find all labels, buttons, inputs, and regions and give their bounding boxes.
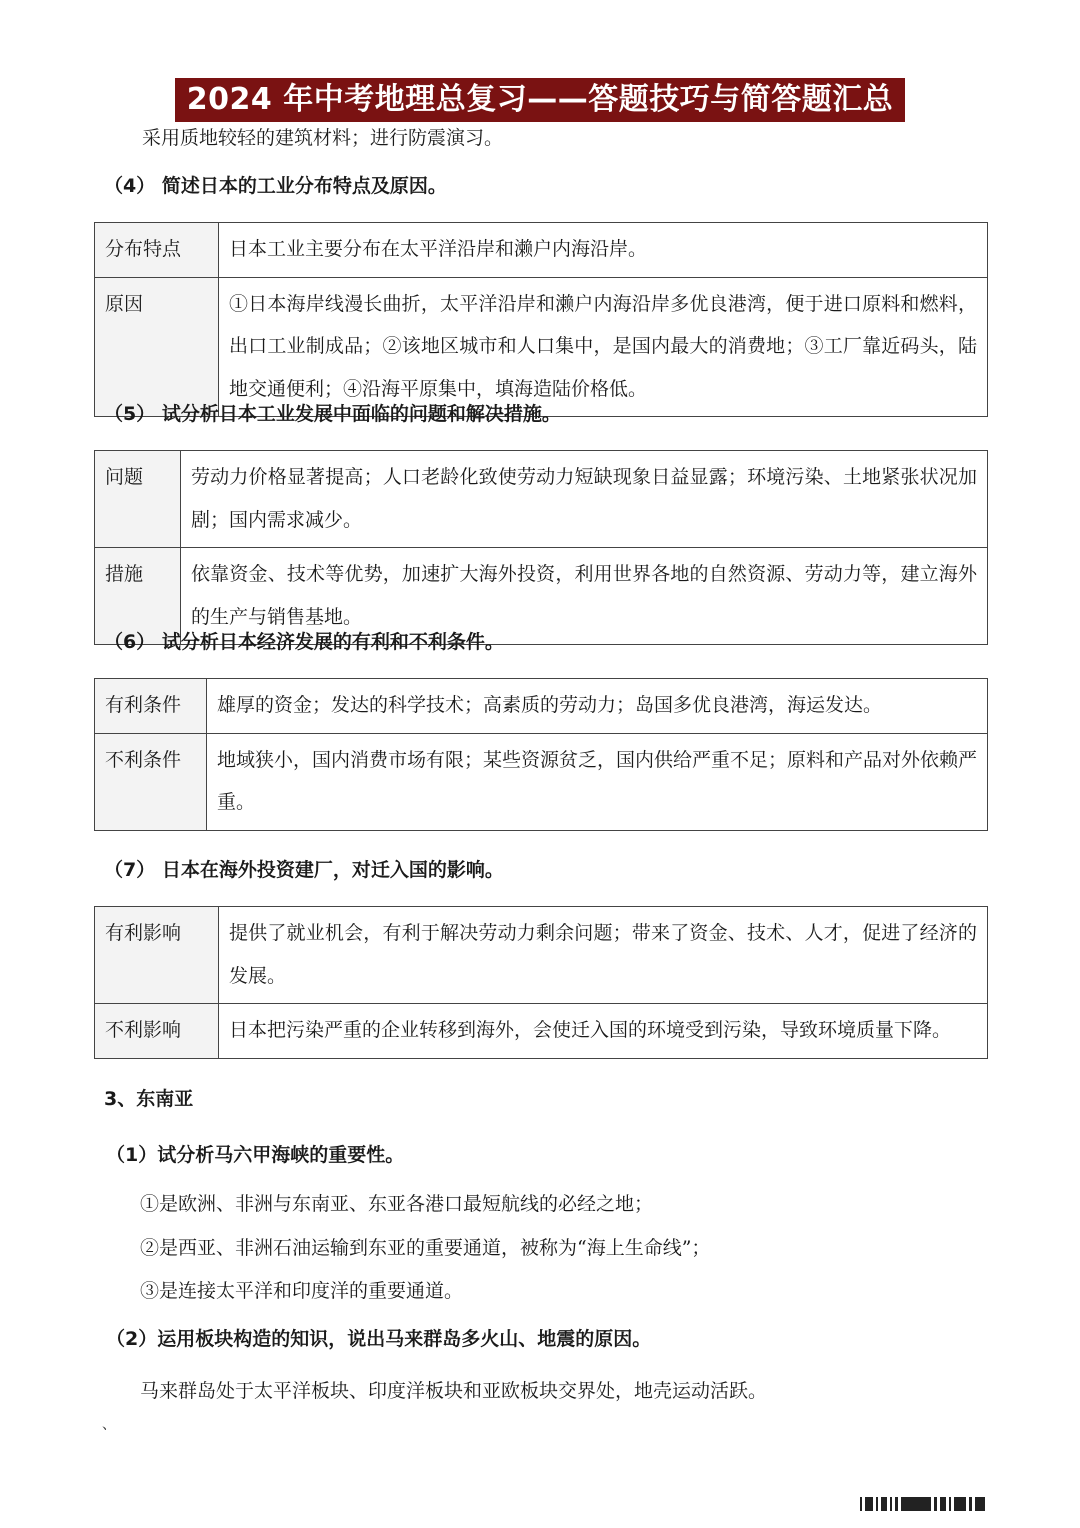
- row-label: 分布特点: [95, 223, 219, 278]
- row-text: 提供了就业机会，有利于解决劳动力剩余问题；带来了资金、技术、人才，促进了经济的发展。: [219, 907, 988, 1004]
- row-label: 有利影响: [95, 907, 219, 1004]
- table-row: [95, 277, 988, 417]
- list-item: ③是连接太平洋和印度洋的重要通道。: [140, 1280, 464, 1302]
- question-6-title: （6） 试分析日本经济发展的有利和不利条件。: [104, 631, 504, 653]
- table-row: [95, 1004, 988, 1059]
- row-text: 地域狭小，国内消费市场有限；某些资源贫乏，国内供给严重不足；原料和产品对外依赖严重。: [207, 733, 988, 830]
- section-3-question-1-title: （1）试分析马六甲海峡的重要性。: [106, 1144, 405, 1166]
- list-item: ①是欧洲、非洲与东南亚、东亚各港口最短航线的必经之地；: [140, 1193, 654, 1215]
- table-row: [95, 451, 988, 548]
- question-7-title: （7） 日本在海外投资建厂，对迁入国的影响。: [104, 859, 504, 881]
- page-title: 2024 年中考地理总复习——答题技巧与简答题汇总: [175, 78, 905, 122]
- table-row: [95, 223, 988, 278]
- answer-text: 马来群岛处于太平洋板块、印度洋板块和亚欧板块交界处，地壳运动活跃。: [140, 1380, 768, 1402]
- stray-mark: 、: [102, 1417, 116, 1433]
- row-text: 劳动力价格显著提高；人口老龄化致使劳动力短缺现象日益显露；环境污染、土地紧张状况加剧；国内需求减少。: [181, 451, 988, 548]
- row-text: 雄厚的资金；发达的科学技术；高素质的劳动力；岛国多优良港湾，海运发达。: [207, 679, 988, 734]
- watermark-bar: [860, 1492, 1060, 1508]
- row-text: 日本工业主要分布在太平洋沿岸和濑户内海沿岸。: [219, 223, 988, 278]
- row-label: 措施: [95, 548, 181, 645]
- question-6-table: [94, 678, 988, 831]
- intro-text: 采用质地较轻的建筑材料；进行防震演习。: [142, 127, 504, 149]
- row-label: 不利条件: [95, 733, 207, 830]
- table-row: [95, 679, 988, 734]
- question-5-table: [94, 450, 988, 645]
- table-row: [95, 733, 988, 830]
- row-text: 日本把污染严重的企业转移到海外，会使迁入国的环境受到污染，导致环境质量下降。: [219, 1004, 988, 1059]
- row-label: 原因: [95, 277, 219, 417]
- table-row: [95, 907, 988, 1004]
- question-4-title: （4） 简述日本的工业分布特点及原因。: [104, 175, 447, 197]
- row-label: 问题: [95, 451, 181, 548]
- row-text: ①日本海岸线漫长曲折，太平洋沿岸和濑户内海沿岸多优良港湾，便于进口原料和燃料，出口工业制成品；②该地区城市和人口集中，是国内最大的消费地；③工厂靠近码头，陆地交通便利；④沿海平原集中，填海造陆价格低。: [219, 277, 988, 417]
- section-3-question-2-title: （2）运用板块构造的知识，说出马来群岛多火山、地震的原因。: [106, 1328, 652, 1350]
- question-4-table: [94, 222, 988, 417]
- question-5-title: （5） 试分析日本工业发展中面临的问题和解决措施。: [104, 403, 561, 425]
- row-label: 不利影响: [95, 1004, 219, 1059]
- section-3-title: 3、东南亚: [104, 1088, 194, 1110]
- row-text: 依靠资金、技术等优势，加速扩大海外投资，利用世界各地的自然资源、劳动力等，建立海外的生产与销售基地。: [181, 548, 988, 645]
- row-label: 有利条件: [95, 679, 207, 734]
- question-7-table: [94, 906, 988, 1059]
- list-item: ②是西亚、非洲石油运输到东亚的重要通道，被称为“海上生命线”；: [140, 1237, 711, 1259]
